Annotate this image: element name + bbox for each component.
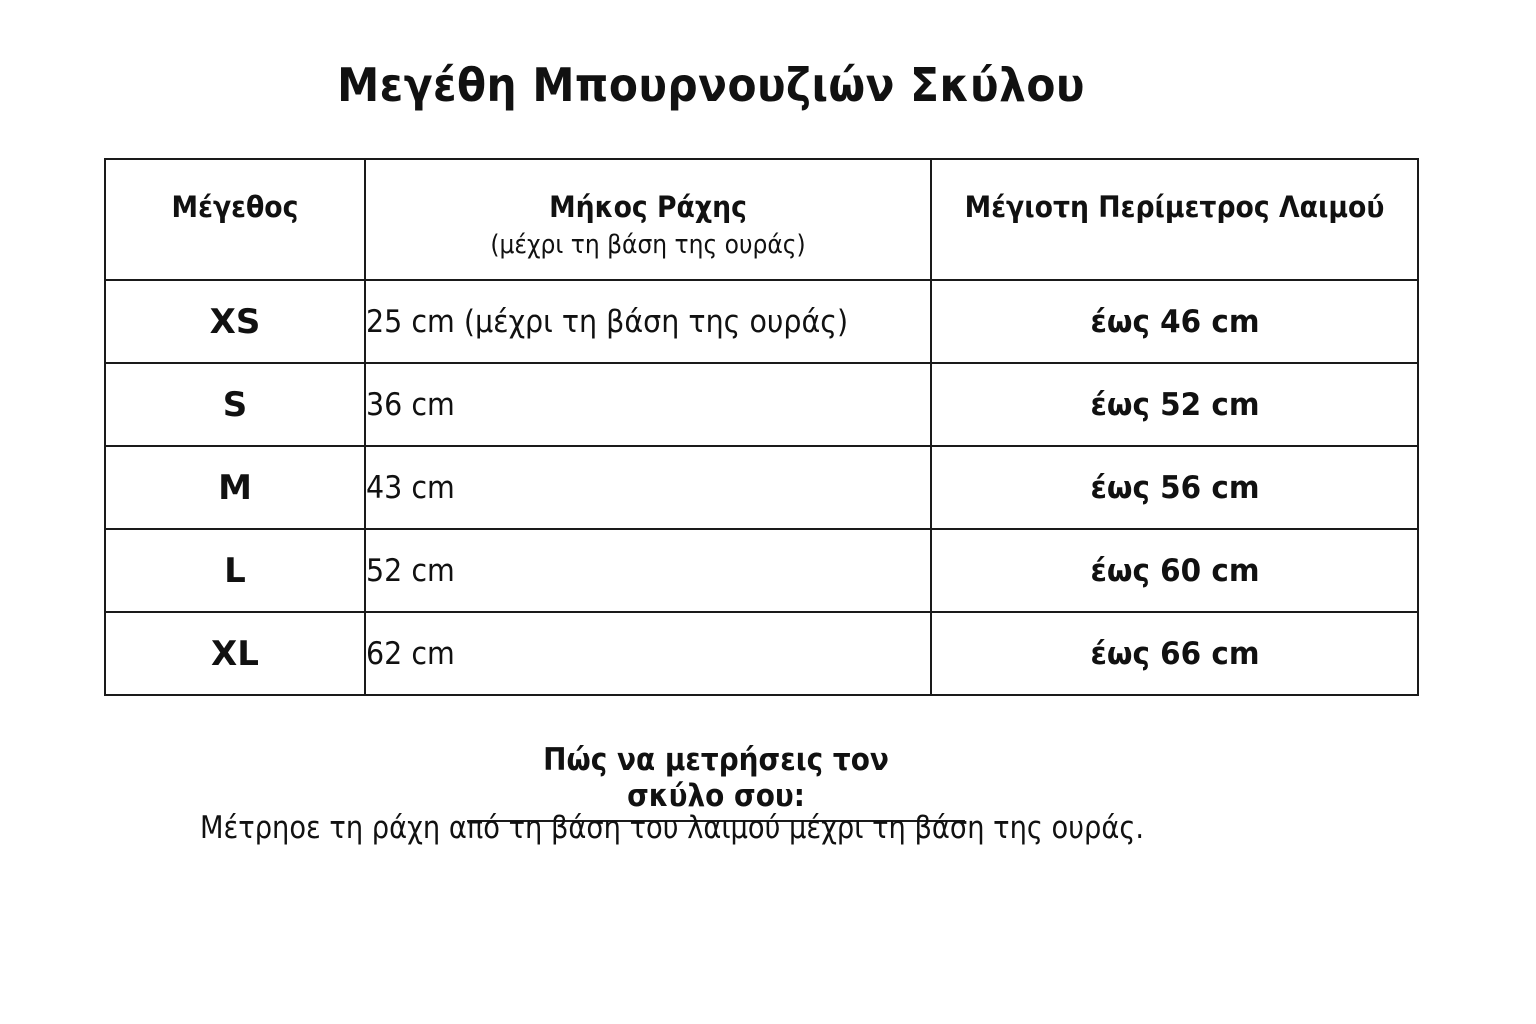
- back-length-cell: [365, 446, 931, 529]
- back-length-value: 25 cm (μέχρι τη βάση της ουράς): [366, 303, 849, 340]
- neck-value: έως 46 cm: [1089, 303, 1260, 340]
- neck-cell: [931, 363, 1418, 446]
- back-length-cell: [365, 363, 931, 446]
- header-size: [105, 159, 365, 280]
- size-cell: L: [105, 529, 365, 612]
- table-row: [105, 446, 1418, 529]
- back-length-value: 62 cm: [366, 635, 455, 672]
- neck-value: έως 56 cm: [1089, 469, 1260, 506]
- header-back-length-note: (μέχρι τη βάση της ουράς): [490, 230, 806, 260]
- size-cell: M: [105, 446, 365, 529]
- table-row: [105, 529, 1418, 612]
- table-header-row: [105, 159, 1418, 280]
- neck-cell: [931, 280, 1418, 363]
- back-length-cell: [365, 612, 931, 695]
- back-length-cell: [365, 529, 931, 612]
- neck-cell: [931, 612, 1418, 695]
- back-length-value: 36 cm: [366, 386, 455, 423]
- back-length-cell: [365, 280, 931, 363]
- size-cell: XS: [105, 280, 365, 363]
- header-neck: [931, 159, 1418, 280]
- how-to-measure-heading-text: Πώς να μετρήσεις τον σκύλο σου:: [543, 742, 889, 814]
- neck-value: έως 66 cm: [1089, 635, 1260, 672]
- back-length-value: 43 cm: [366, 469, 455, 506]
- header-back-length-label: Μήκος Ράχης: [549, 190, 747, 224]
- page-title: Μεγέθη Μπουρνουζιών Σκύλου: [337, 58, 1085, 112]
- size-cell: XL: [105, 612, 365, 695]
- size-cell: S: [105, 363, 365, 446]
- table-row: [105, 280, 1418, 363]
- back-length-value: 52 cm: [366, 552, 455, 589]
- header-back-length: [365, 159, 931, 280]
- neck-value: έως 52 cm: [1089, 386, 1260, 423]
- table-row: [105, 363, 1418, 446]
- table-row: [105, 612, 1418, 695]
- header-size-label: Μέγεθος: [171, 190, 299, 224]
- neck-value: έως 60 cm: [1089, 552, 1260, 589]
- header-neck-label: Μέγιοτη Περίμετρος Λαιμού: [964, 190, 1385, 224]
- neck-cell: [931, 446, 1418, 529]
- neck-cell: [931, 529, 1418, 612]
- size-chart-table: [104, 158, 1419, 696]
- measurement-instruction: Μέτρηοε τη ράχη από τη βάση του λαιμού μέχρι τη βάση της ουράς.: [200, 810, 1145, 846]
